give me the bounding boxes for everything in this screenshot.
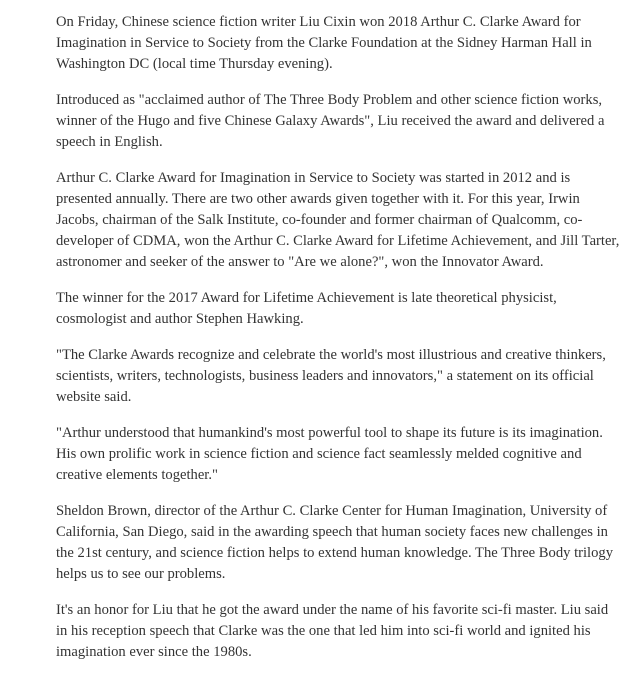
paragraph-clarke-awards-statement: "The Clarke Awards recognize and celebrate the world's most illustrious and creative thinkers, scientists, writers, technologists, business leaders and innovators," a statement on its official website said. (56, 347, 606, 405)
paragraph-arthur-quote: "Arthur understood that humankind's most powerful tool to shape its future is its imagination. His own prolific work in science fiction and science fact seamlessly melded cognitive and creative elements together." (56, 425, 603, 483)
paragraph-sheldon-brown: Sheldon Brown, director of the Arthur C. Clarke Center for Human Imagination, University of California, San Diego, said in the awarding speech that human society faces new challenges in the 21st century, and science fiction helps to extend human knowledge. The Three Body trilogy helps us to see our problems. (56, 503, 613, 582)
paragraph-award-announcement: On Friday, Chinese science fiction writer Liu Cixin won 2018 Arthur C. Clarke Award for Imagination in Service to Society from the Clarke Foundation at the Sidney Harman Hall in Washington DC (local time Thursday evening). (56, 14, 592, 72)
paragraph-award-background: Arthur C. Clarke Award for Imagination in Service to Society was started in 2012 and is presented annually. There are two other awards given together with it. For this year, Irwin Jacobs, chairman of the Salk Institute, co-founder and former chairman of Qualcomm, co-developer of CDMA, won the Arthur C. Clarke Award for Lifetime Achievement, and Jill Tarter, astronomer and seeker of the answer to "Are we alone?", won the Innovator Award. (56, 170, 620, 270)
article-body (56, 12, 622, 678)
paragraph-2017-winner: The winner for the 2017 Award for Lifetime Achievement is late theoretical physicist, cosmologist and author Stephen Hawking. (56, 290, 557, 327)
paragraph-introduction: Introduced as "acclaimed author of The Three Body Problem and other science fiction works, winner of the Hugo and five Chinese Galaxy Awards", Liu received the award and delivered a speech in English. (56, 92, 605, 150)
paragraph-liu-honor: It's an honor for Liu that he got the award under the name of his favorite sci-fi master. Liu said in his reception speech that Clarke was the one that led him into sci-fi world and ignited his imagination ever since the 1980s. (56, 602, 609, 660)
